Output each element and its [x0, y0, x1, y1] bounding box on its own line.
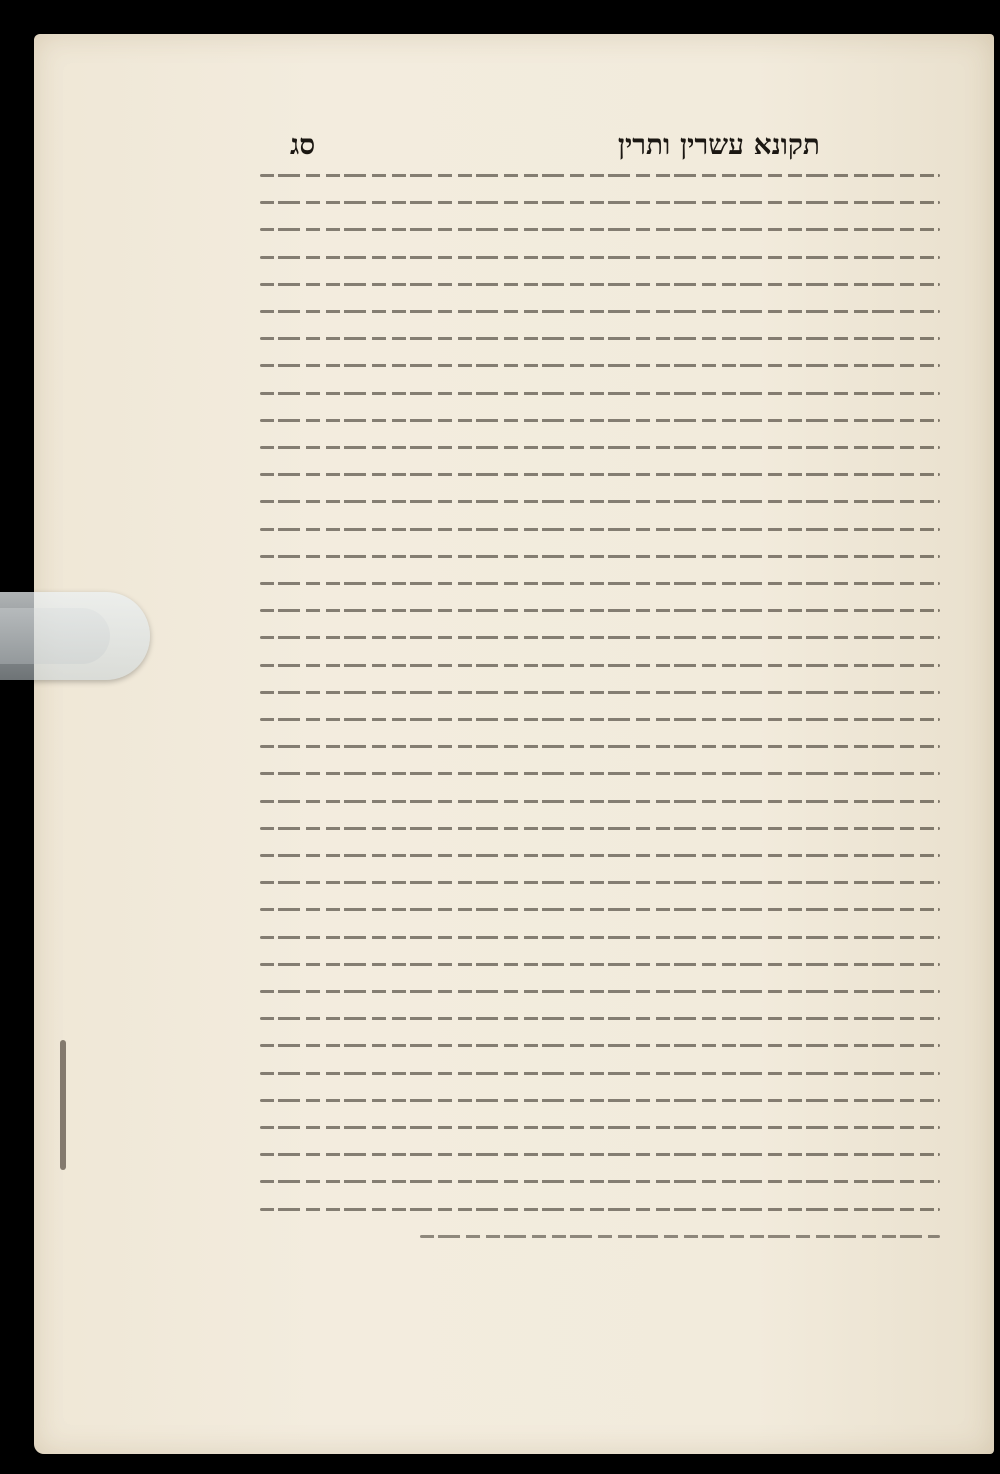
text-line — [260, 718, 940, 721]
text-line — [260, 174, 940, 177]
text-line — [260, 963, 940, 966]
text-line — [260, 908, 940, 911]
text-line — [260, 745, 940, 748]
text-line — [260, 201, 940, 204]
text-line — [260, 827, 940, 830]
text-line — [260, 528, 940, 531]
text-line — [260, 446, 940, 449]
text-line — [260, 582, 940, 585]
text-line — [260, 473, 940, 476]
text-line — [260, 419, 940, 422]
main-text-block — [240, 160, 940, 1260]
text-line — [260, 664, 940, 667]
text-line — [260, 691, 940, 694]
text-line — [260, 392, 940, 395]
text-line — [260, 228, 940, 231]
text-line — [260, 636, 940, 639]
text-line — [260, 500, 940, 503]
text-line — [260, 337, 940, 340]
text-line — [260, 1180, 940, 1183]
text-line — [260, 936, 940, 939]
text-line — [420, 1235, 940, 1238]
text-line — [260, 1208, 940, 1211]
text-line — [260, 1153, 940, 1156]
text-line — [260, 772, 940, 775]
text-line — [260, 609, 940, 612]
text-line — [260, 364, 940, 367]
page-clip — [0, 592, 150, 680]
text-line — [260, 1044, 940, 1047]
text-line — [260, 854, 940, 857]
text-line — [260, 800, 940, 803]
text-line — [260, 1072, 940, 1075]
running-head: תקונא עשרין ותרין — [617, 128, 820, 161]
text-line — [260, 881, 940, 884]
text-line — [260, 1126, 940, 1129]
text-line — [260, 555, 940, 558]
text-line — [260, 310, 940, 313]
folio-number: סג — [290, 128, 316, 161]
text-line — [260, 256, 940, 259]
text-line — [260, 283, 940, 286]
text-line — [260, 1099, 940, 1102]
text-line — [260, 990, 940, 993]
margin-mark — [60, 1040, 66, 1170]
text-line — [260, 1017, 940, 1020]
